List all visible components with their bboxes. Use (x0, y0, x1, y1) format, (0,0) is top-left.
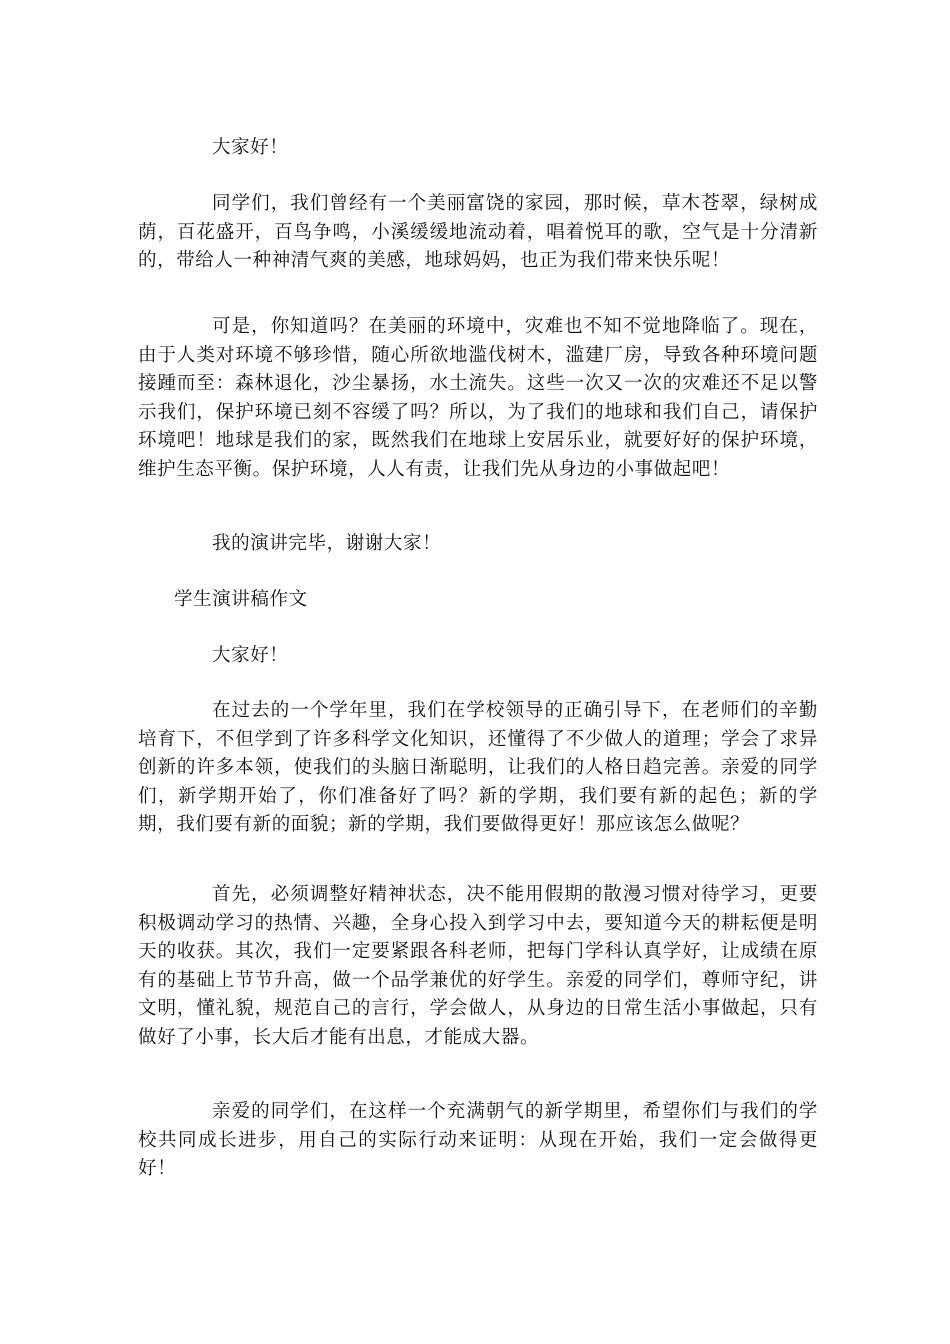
speech2-title: 学生演讲稿作文 (174, 589, 308, 610)
speech1-paragraph-2: 可是，你知道吗？在美丽的环境中，灾难也不知不觉地降临了。现在，由于人类对环境不够珍惜，随心所欲地滥伐树木，滥建厂房，导致各种环境问题接踵而至：森林退化，沙尘暴扬，水土流失。这些一次又一次的灾难还不足以警示我们，保护环境已刻不容缓了吗？所以，为了我们的地球和我们自己，请保护环境吧！地球是我们的家，既然我们在地球上安居乐业，就要好好的保护环境，维护生态平衡。保护环境，人人有责，让我们先从身边的小事做起吧！ (138, 316, 818, 480)
speech2-paragraph-1: 在过去的一个学年里，我们在学校领导的正确引导下，在老师们的辛勤培育下，不但学到了许多科学文化知识，还懂得了不少做人的道理；学会了求异创新的许多本领，使我们的头脑日渐聪明，让我们的人格日趋完善。亲爱的同学们，新学期开始了，你们准备好了吗？新的学期，我们要有新的起色；新的学期，我们要有新的面貌；新的学期，我们要做得更好！那应该怎么做呢？ (138, 700, 818, 835)
speech1-closing: 我的演讲完毕，谢谢大家！ (212, 533, 442, 554)
speech1-paragraph-1: 同学们，我们曾经有一个美丽富饶的家园，那时候，草木苍翠，绿树成荫，百花盛开，百鸟争鸣，小溪缓缓地流动着，唱着悦耳的歌，空气是十分清新的，带给人一种神清气爽的美感，地球妈妈，也正为我们带来快乐呢！ (138, 193, 818, 271)
speech2-paragraph-2: 首先，必须调整好精神状态，决不能用假期的散漫习惯对待学习，更要积极调动学习的热情、兴趣，全身心投入到学习中去，要知道今天的耕耘便是明天的收获。其次，我们一定要紧跟各科老师，把每门学科认真学好，让成绩在原有的基础上节节升高，做一个品学兼优的好学生。亲爱的同学们，尊师守纪，讲文明，懂礼貌，规范自己的言行，学会做人，从身边的日常生活小事做起，只有做好了小事，长大后才能有出息，才能成大器。 (138, 884, 818, 1048)
greeting-1: 大家好！ (212, 137, 289, 158)
speech2-paragraph-3: 亲爱的同学们，在这样一个充满朝气的新学期里，希望你们与我们的学校共同成长进步，用自己的实际行动来证明：从现在开始，我们一定会做得更好！ (138, 1101, 818, 1179)
greeting-2: 大家好！ (212, 645, 289, 666)
